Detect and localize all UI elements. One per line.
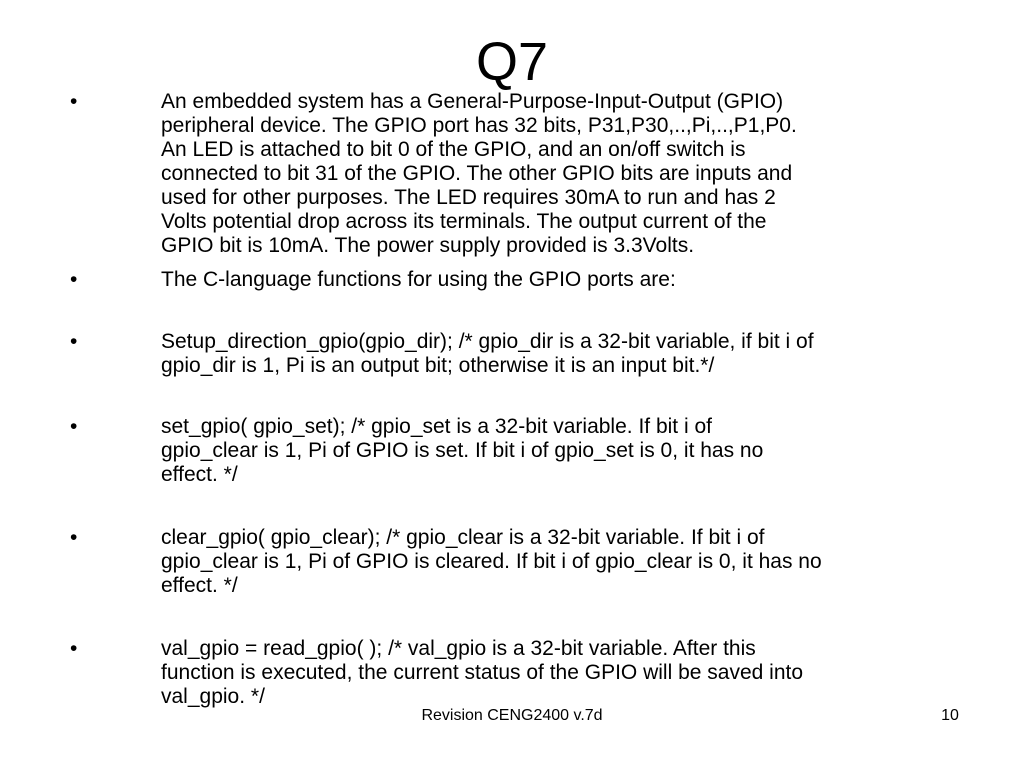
footer-page-number: 10 xyxy=(941,707,959,724)
footer-revision: Revision CENG2400 v.7d xyxy=(421,707,603,724)
bullet-text: set_gpio( gpio_set); /* gpio_set is a 32-bit variable. If bit i of gpio_clear is 1, Pi of GPIO is set. If bit i of gpio_set is 0, it has no effect. */ xyxy=(161,415,764,486)
bullet-text: val_gpio = read_gpio( ); /* val_gpio is a 32-bit variable. After this function is executed, the current status of the GPIO will be saved into val_gpio. */ xyxy=(161,637,804,708)
bullet-marker: • xyxy=(70,637,78,660)
slide-title: Q7 xyxy=(475,32,549,92)
bullet-text: An embedded system has a General-Purpose-Input-Output (GPIO) peripheral device. The GPIO port has 32 bits, P31,P30,..,Pi,..,P1,P0. An LED is attached to bit 0 of the GPIO, and an on/off switch is connected to bit 31 of the GPIO. The other GPIO bits are inputs and used for other purposes. The LED requires 30mA to run and has 2 Volts potential drop across its terminals. The output current of the GPIO bit is 10mA. The power supply provided is 3.3Volts. xyxy=(161,90,797,257)
bullet-marker: • xyxy=(70,526,78,549)
bullet-text: The C-language functions for using the GPIO ports are: xyxy=(161,268,676,291)
bullet-text: Setup_direction_gpio(gpio_dir); /* gpio_dir is a 32-bit variable, if bit i of gpio_dir is 1, Pi is an output bit; otherwise it is an input bit.*/ xyxy=(161,330,814,377)
bullet-marker: • xyxy=(70,90,78,113)
bullet-marker: • xyxy=(70,268,78,291)
bullet-text: clear_gpio( gpio_clear); /* gpio_clear is a 32-bit variable. If bit i of gpio_clear is 1, Pi of GPIO is cleared. If bit i of gpio_clear is 0, it has no effect. */ xyxy=(161,526,822,597)
bullet-marker: • xyxy=(70,330,78,353)
bullet-marker: • xyxy=(70,415,78,438)
